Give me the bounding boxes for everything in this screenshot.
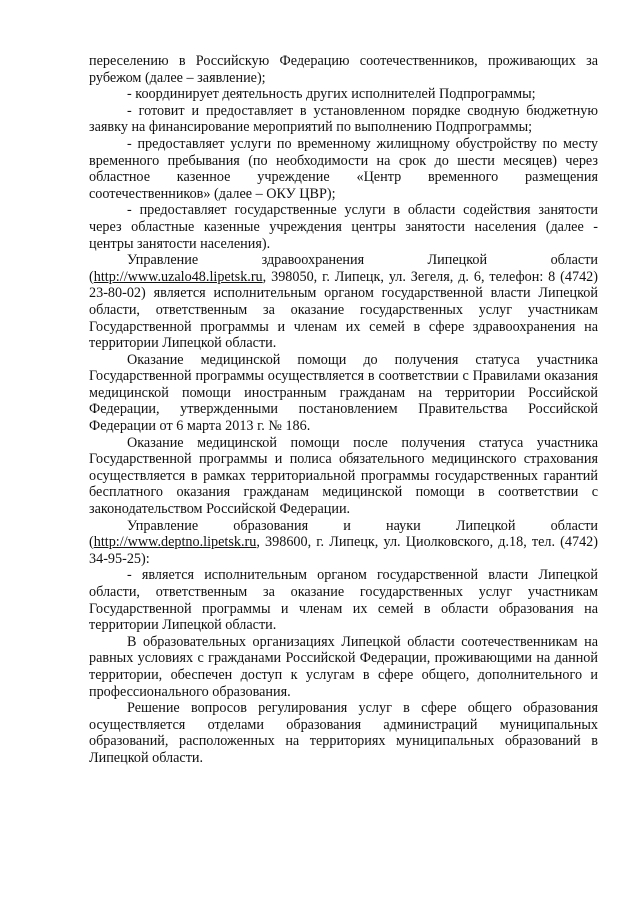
paragraph-education-access: В образовательных организациях Липецкой области соотечественникам на равных условиях с гражданами Российской Федерации, проживающими на данной территории, обеспечен доступ к услугам в сфере общего, дополнительного и профессионального образования.: [89, 633, 598, 700]
education-department-link[interactable]: http://www.deptno.lipetsk.ru: [93, 534, 257, 551]
list-item-budget-request: - готовит и предоставляет в установленном порядке сводную бюджетную заявку на финансирование мероприятий по выполнению Подпрограммы;: [89, 102, 598, 136]
paragraph-text: Управление образования и науки Липецкой области (: [89, 517, 598, 551]
paragraph-health-department: [89, 252, 598, 352]
health-department-link[interactable]: http://www.uzalo48.lipetsk.ru: [93, 268, 263, 285]
list-item-coordinates: - координирует деятельность других исполнителей Подпрограммы;: [127, 86, 536, 103]
paragraph-text: , 398600, г. Липецк, ул. Циолковского, д.18, тел. (4742) 34-95-25):: [89, 534, 598, 567]
paragraph-medical-before-status: Оказание медицинской помощи до получения статуса участника Государственной программы осуществляется в соответствии с Правилами оказания медицинской помощи иностранным гражданам на территории Российской Федерации, утвержденными постановлением Правительства Российской Федерации от 6 марта 2013 г. № 186.: [89, 351, 598, 435]
paragraph-text: , 398050, г. Липецк, ул. Зегеля, д. 6, телефон: 8 (4742) 23-80-02) является исполнительным органом государственной власти Липецкой области, ответственным за оказание государственных услуг участникам Государственной программы и членам их семей в сфере здравоохранения на территории Липецкой области.: [89, 268, 598, 352]
paragraph-medical-after-status: Оказание медицинской помощи после получения статуса участника Государственной программы и полиса обязательного медицинского страхования осуществляется в рамках территориальной программы государственных гарантий бесплатного оказания гражданам медицинской помощи в соответствии с законодательством Российской Федерации.: [89, 434, 598, 518]
list-item-temporary-housing: - предоставляет услуги по временному жилищному обустройству по месту временного пребывания (по необходимости на срок до шести месяцев) через областное казенное учреждение «Центр временного размещения соотечественников» (далее – ОКУ ЦВР);: [89, 135, 598, 202]
paragraph-education-department: [89, 518, 598, 568]
paragraph-text: Управление здравоохранения Липецкой области (: [89, 252, 598, 285]
paragraph-continuation: переселению в Российскую Федерацию соотечественников, проживающих за рубежом (далее – заявление);: [89, 53, 598, 86]
paragraph-education-regulation: Решение вопросов регулирования услуг в сфере общего образования осуществляется отделами образования администраций муниципальных образований, расположенных на территориях муниципальных образований в Липецкой области.: [89, 700, 598, 766]
list-item-education-authority: - является исполнительным органом государственной власти Липецкой области, ответственным за оказание государственных услуг участникам Государственной программы и членам их семей в области образования на территории Липецкой области.: [89, 567, 598, 634]
list-item-employment-services: - предоставляет государственные услуги в области содействия занятости через областные казенные учреждения центры занятости населения (далее - центры занятости населения).: [89, 202, 598, 252]
